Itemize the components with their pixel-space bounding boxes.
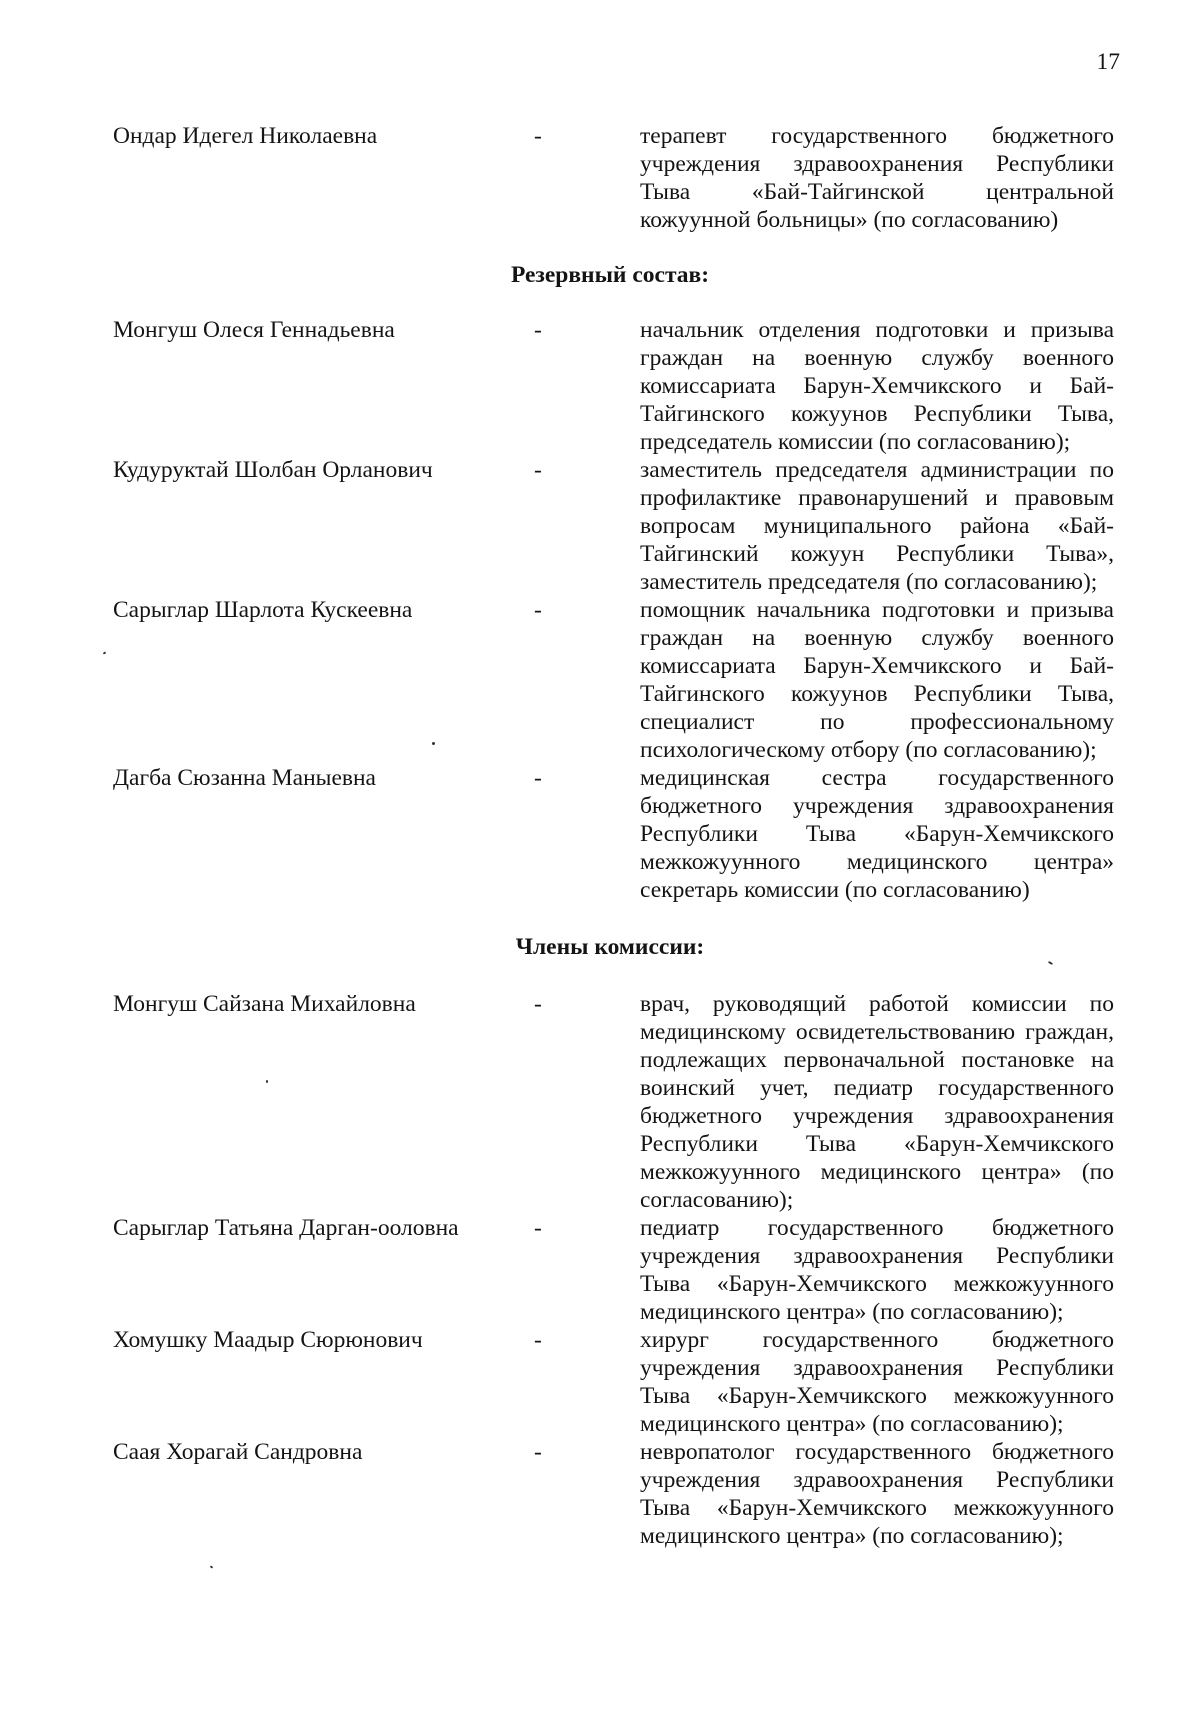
page-number: 17 <box>1096 49 1120 75</box>
member-position: врач, руководящий работой комиссии по медицинскому освидетельствованию граждан, подлежащих первоначальной постановке на воинский учет, педиатр государственного бюджетного учреждения здравоохранения Республики Тыва «Барун-Хемчикского межкожуунного медицинского центра» (по согласованию); <box>640 991 1114 1213</box>
member-position: терапевт государственного бюджетного учреждения здравоохранения Республики Тыва «Бай-Тайгинской центральной кожуунной больницы» (по согласованию) <box>640 123 1114 233</box>
scan-speck <box>432 742 435 745</box>
separator-dash: - <box>534 1327 542 1353</box>
members-heading: Члены комиссии: <box>515 934 705 960</box>
member-position: медицинская сестра государственного бюджетного учреждения здравоохранения Республики Тыва «Барун-Хемчикского межкожуунного медицинского центра» секретарь комиссии (по согласованию) <box>640 765 1114 903</box>
member-position: начальник отделения подготовки и призыва граждан на военную службу военного комиссариата Барун-Хемчикского и Бай-Тайгинского кожуунов Республики Тыва, председатель комиссии (по согласованию); <box>640 317 1114 455</box>
document-body <box>0 122 1200 1550</box>
member-position: помощник начальника подготовки и призыва граждан на военную службу военного комиссариата Барун-Хемчикского и Бай-Тайгинского кожуунов Республики Тыва, специалист по профессиональному психологическому отбору (по согласованию); <box>640 597 1114 763</box>
separator-dash: - <box>534 317 542 343</box>
member-name: Дагба Сюзанна Маныевна <box>113 765 376 791</box>
member-entry-4 <box>0 1438 1200 1550</box>
commission-entry-ondar <box>0 122 1200 234</box>
member-name: Монгуш Олеся Геннадьевна <box>113 317 395 343</box>
separator-dash: - <box>534 1439 542 1465</box>
member-name: Саая Хорагай Сандровна <box>113 1439 363 1465</box>
reserve-entry-2 <box>0 456 1200 596</box>
separator-dash: - <box>534 457 542 483</box>
member-name: Сарыглар Шарлота Кускеевна <box>113 597 413 623</box>
member-position: хирург государственного бюджетного учреждения здравоохранения Республики Тыва «Барун-Хемчикского межкожуунного медицинского центра» (по согласованию); <box>640 1327 1114 1437</box>
separator-dash: - <box>534 597 542 623</box>
separator-dash: - <box>534 123 542 149</box>
member-name: Ондар Идегел Николаевна <box>113 123 378 149</box>
scan-speck <box>266 1080 268 1083</box>
member-position: заместитель председателя администрации по профилактике правонарушений и правовым вопросам муниципального района «Бай-Тайгинский кожуун Республики Тыва», заместитель председателя (по согласованию); <box>640 457 1114 595</box>
reserve-entry-3 <box>0 596 1200 764</box>
member-name: Хомушку Маадыр Сюрюнович <box>113 1327 423 1353</box>
member-name: Сарыглар Татьяна Дарган-ооловна <box>113 1215 459 1241</box>
reserve-entry-4 <box>0 764 1200 904</box>
member-name: Монгуш Сайзана Михайловна <box>113 991 416 1017</box>
reserve-heading: Резервный состав: <box>510 262 710 288</box>
member-position: педиатр государственного бюджетного учреждения здравоохранения Республики Тыва «Барун-Хемчикского межкожуунного медицинского центра» (по согласованию); <box>640 1215 1114 1325</box>
member-entry-2 <box>0 1214 1200 1326</box>
separator-dash: - <box>534 1215 542 1241</box>
member-name: Кудуруктай Шолбан Орланович <box>113 457 433 483</box>
member-entry-1 <box>0 990 1200 1214</box>
member-position: невропатолог государственного бюджетного учреждения здравоохранения Республики Тыва «Барун-Хемчикского межкожуунного медицинского центра» (по согласованию); <box>640 1439 1114 1549</box>
separator-dash: - <box>534 765 542 791</box>
reserve-entry-1 <box>0 316 1200 456</box>
scan-speck <box>210 1565 214 1568</box>
separator-dash: - <box>534 991 542 1017</box>
member-entry-3 <box>0 1326 1200 1438</box>
